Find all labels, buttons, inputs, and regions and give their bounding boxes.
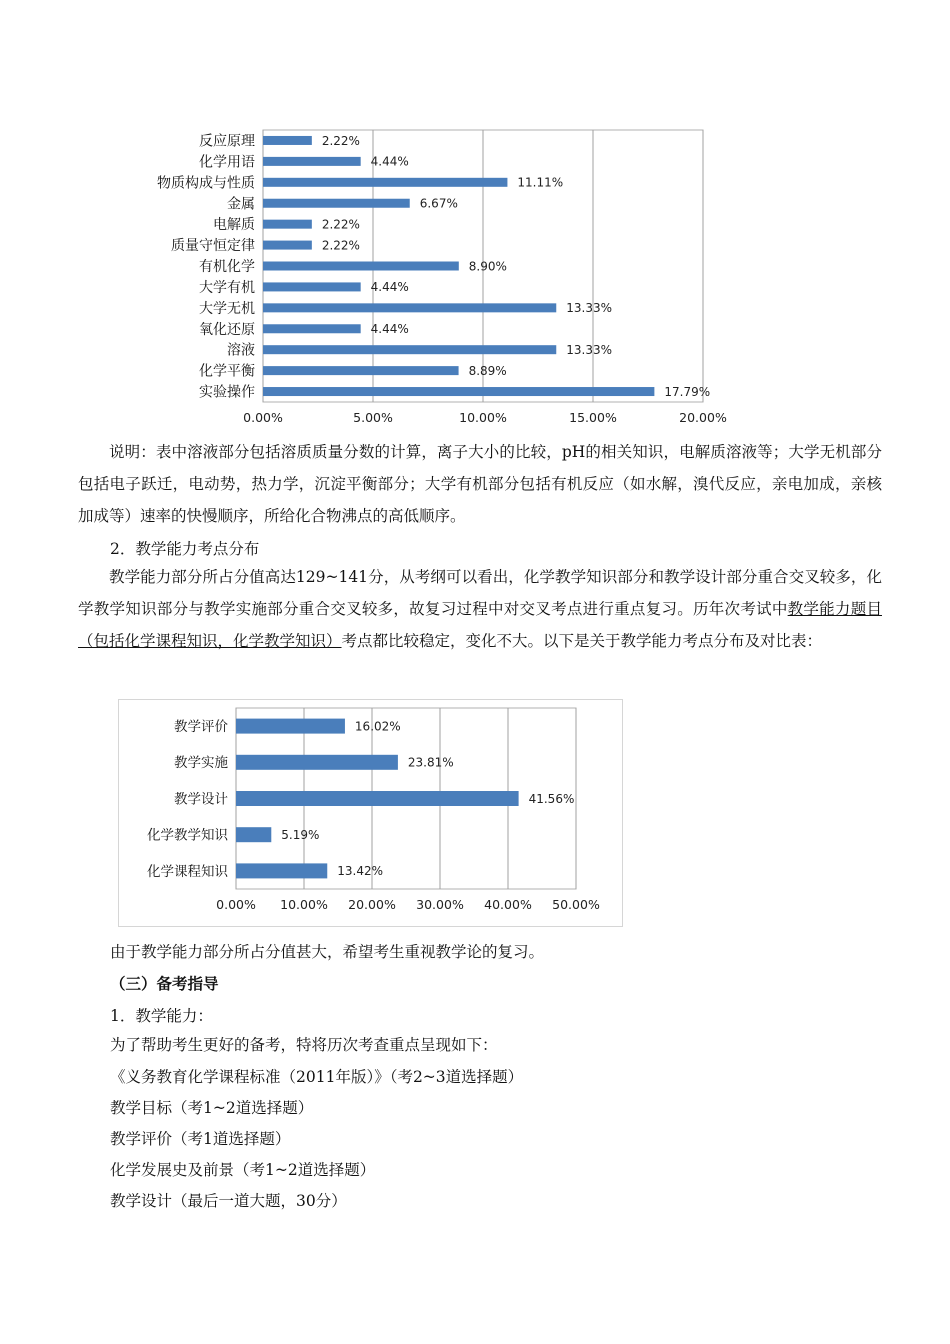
category-label: 教学设计 [174,791,228,808]
category-label: 实验操作 [199,384,255,401]
bar [236,827,271,842]
bar [263,324,361,333]
x-tick-label: 20.00% [348,897,396,912]
value-label: 2.22% [321,217,360,232]
bar [236,863,327,878]
bar [263,157,361,166]
x-tick-label: 15.00% [569,410,617,425]
list-item: 教学评价（考1道选择题） [110,1130,291,1148]
value-label: 4.44% [370,280,409,295]
note-text: 说明：表中溶液部分包括溶质质量分数的计算，离子大小的比较，pH的相关知识，电解质溶液等；大学无机部分包括电子跃迁，电动势，热力学，沉淀平衡部分；大学有机部分包括有机反应（如水解，溴代反应，亲电加成，亲核加成等）速率的快慢顺序，所给化合物沸点的高低顺序。 [78,443,882,525]
bar [263,303,556,312]
bar [263,199,410,208]
category-label: 教学评价 [174,718,228,735]
x-tick-label: 20.00% [679,410,727,425]
bar [263,178,507,187]
value-label: 2.22% [321,238,360,253]
x-tick-label: 0.00% [216,897,256,912]
value-label: 13.33% [566,343,613,358]
value-label: 16.02% [354,719,401,734]
bar [263,345,556,354]
category-label: 溶液 [227,342,255,359]
list-item: 化学发展史及前景（考1~2道选择题） [110,1161,376,1179]
teaching-ability-paragraph [78,561,882,657]
x-tick-label: 50.00% [552,897,600,912]
chart-teaching-svg [119,700,622,926]
category-label: 有机化学 [199,259,255,276]
bar [263,282,361,291]
chart-knowledge-distribution [120,126,732,438]
value-label: 17.79% [664,384,711,399]
category-label: 化学课程知识 [147,863,228,880]
value-label: 41.56% [528,791,575,806]
category-label: 化学平衡 [199,363,255,380]
category-label: 质量守恒定律 [171,238,255,255]
value-label: 5.19% [281,828,320,843]
value-label: 8.90% [468,259,507,274]
list-item: 《义务教育化学课程标准（2011年版）》（考2~3道选择题） [110,1068,524,1086]
chart-knowledge-svg [120,126,732,438]
bar [236,719,345,734]
category-label: 氧化还原 [199,321,255,338]
category-label: 电解质 [213,217,255,234]
para2-underlined: 教学能力题目（包括化学课程知识，化学教学知识） [78,600,882,650]
after-chart-text: 由于教学能力部分所占分值甚大，希望考生重视教学论的复习。 [110,943,545,961]
section2-heading: 2．教学能力考点分布 [110,540,260,558]
intro-text: 为了帮助考生更好的备考，特将历次考查重点呈现如下： [110,1036,498,1054]
value-label: 23.81% [407,755,454,770]
list-item: 教学目标（考1~2道选择题） [110,1099,314,1117]
category-label: 化学教学知识 [147,827,228,844]
value-label: 13.33% [566,301,613,316]
value-label: 4.44% [370,322,409,337]
value-label: 4.44% [370,154,409,169]
list-item: 教学设计（最后一道大题，30分） [110,1192,347,1210]
category-label: 化学用语 [199,154,255,171]
value-label: 2.22% [321,133,360,148]
x-tick-label: 0.00% [243,410,283,425]
category-label: 大学无机 [199,300,255,317]
bar [263,262,459,271]
x-tick-label: 30.00% [416,897,464,912]
category-label: 教学实施 [174,755,228,772]
category-label: 物质构成与性质 [157,175,255,192]
note-paragraph [78,436,882,532]
chart-teaching-ability [118,699,623,927]
para2-part-a: 教学能力部分所占分值高达129~141分，从考纲可以看出，化学教学知识部分和教学设计部分重合交叉较多，化学教学知识部分与教学实施部分重合交叉较多，故复习过程中对交叉考点进行重点复习。历年次考试中 [78,568,882,618]
category-label: 反应原理 [199,133,255,150]
value-label: 13.42% [337,864,384,879]
para2-part-b: 考点都比较稳定，变化不大。以下是关于教学能力考点分布及对比表： [341,632,823,650]
value-label: 11.11% [517,175,564,190]
bar [263,387,654,396]
bar [263,366,459,375]
value-label: 8.89% [468,363,507,378]
x-tick-label: 5.00% [353,410,393,425]
category-label: 金属 [227,196,255,213]
bar [263,220,312,229]
bar [263,241,312,250]
x-tick-label: 10.00% [459,410,507,425]
value-label: 6.67% [419,196,458,211]
bar [236,755,398,770]
section3-heading: （三）备考指导 [110,974,219,993]
x-tick-label: 10.00% [280,897,328,912]
category-label: 大学有机 [199,279,255,296]
bar [263,136,312,145]
bar [236,791,519,806]
x-tick-label: 40.00% [484,897,532,912]
item1-heading: 1．教学能力： [110,1007,213,1025]
